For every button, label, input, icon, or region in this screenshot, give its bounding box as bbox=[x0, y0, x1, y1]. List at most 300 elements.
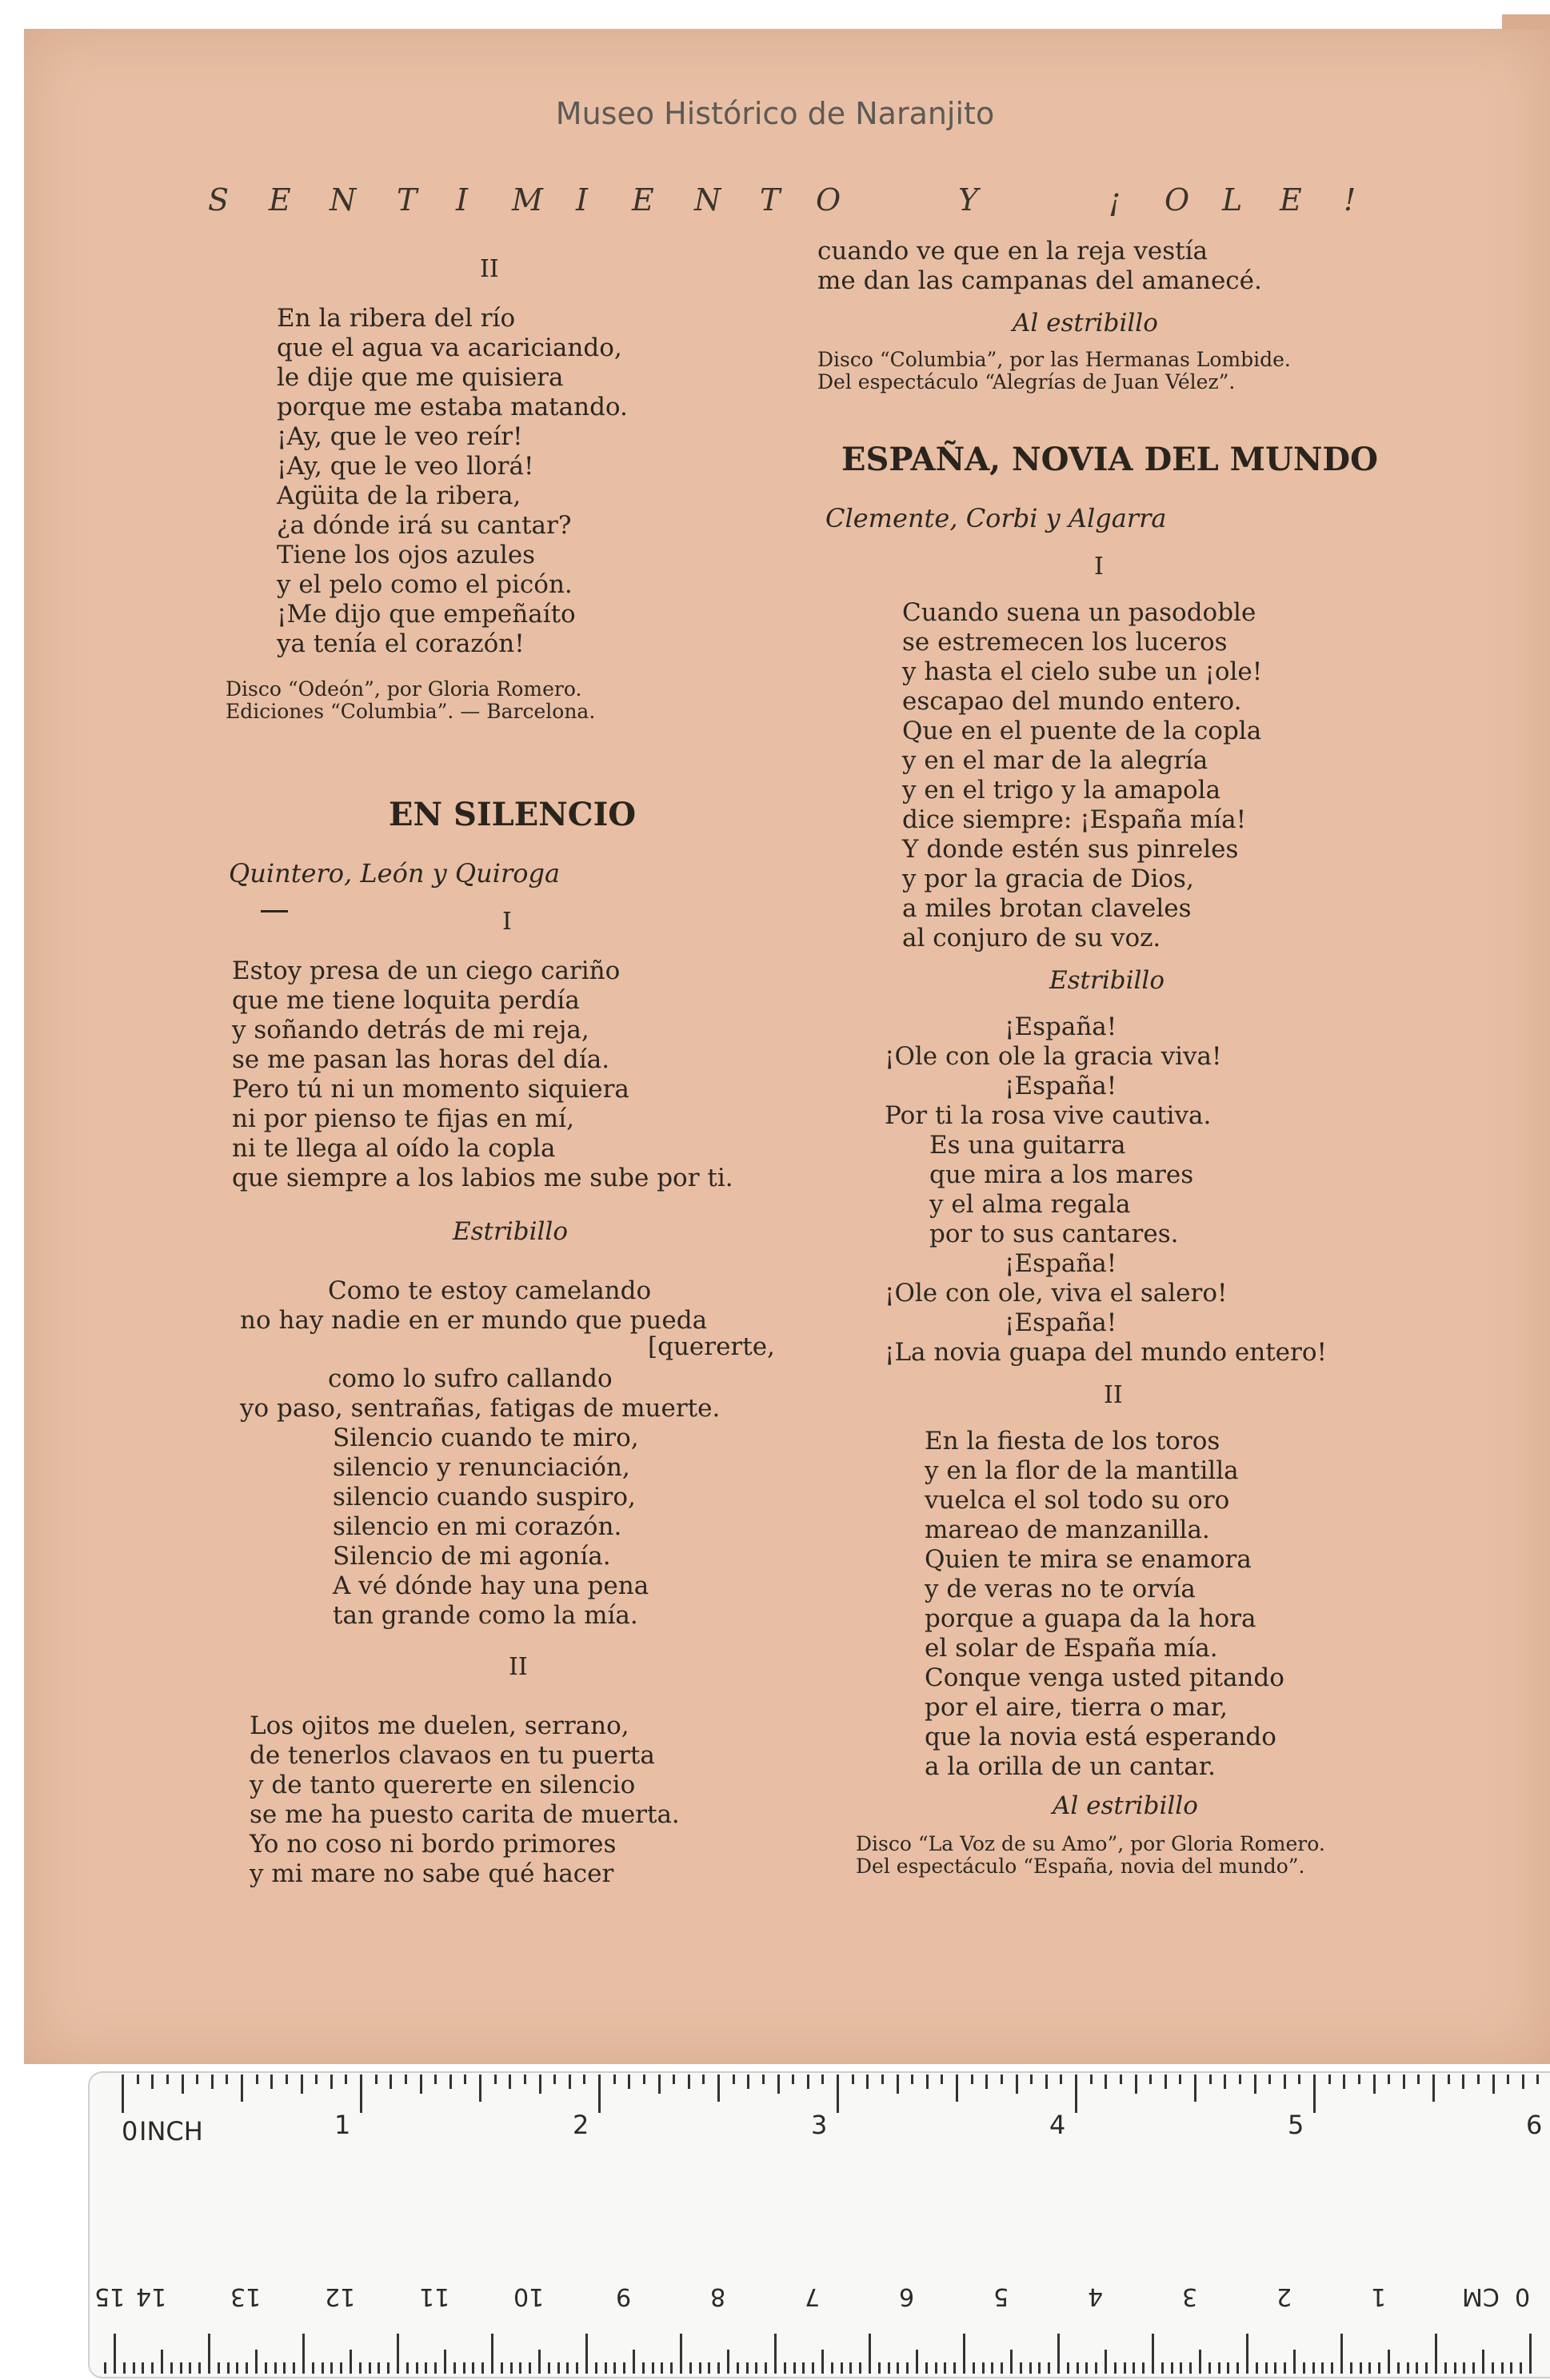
ruler-tick bbox=[1095, 2362, 1097, 2374]
ruler-tick bbox=[494, 2075, 497, 2084]
ruler-tick bbox=[642, 2362, 645, 2374]
ruler-tick bbox=[595, 2362, 597, 2374]
ruler-tick bbox=[925, 2362, 928, 2374]
ruler-tick bbox=[463, 2362, 465, 2374]
chorus-line: Silencio cuando te miro, bbox=[333, 1424, 639, 1452]
ruler-tick bbox=[1444, 2362, 1447, 2374]
ruler-tick bbox=[196, 2075, 198, 2084]
record-credit: Del espectáculo “Alegrías de Juan Vélez”. bbox=[817, 370, 1236, 393]
running-head-letter: S bbox=[208, 182, 230, 218]
ruler-tick bbox=[1001, 2362, 1003, 2374]
ruler-tick bbox=[1142, 2362, 1145, 2374]
verse-line: Que en el puente de la copla bbox=[902, 717, 1262, 745]
running-head-letter: I bbox=[456, 182, 469, 218]
ruler-tick bbox=[985, 2075, 988, 2089]
verse-line: y de veras no te orvía bbox=[925, 1575, 1196, 1603]
ruler-tick bbox=[1520, 2362, 1522, 2374]
ruler-tick bbox=[652, 2362, 654, 2374]
ruler-tick bbox=[122, 2075, 124, 2113]
ruler-tick bbox=[866, 2075, 869, 2089]
verse-line: ni te llega al oído la copla bbox=[232, 1134, 556, 1163]
stanza-numeral: II bbox=[480, 255, 499, 283]
chorus-line: tan grande como la mía. bbox=[333, 1601, 638, 1630]
ruler-tick bbox=[1373, 2075, 1376, 2094]
ruler-tick bbox=[613, 2362, 616, 2374]
ruler-tick bbox=[906, 2362, 909, 2374]
verse-line: Agüita de la ribera, bbox=[277, 481, 521, 510]
ruler-tick bbox=[481, 2362, 484, 2374]
ruler-cm-number: 11 bbox=[419, 2282, 450, 2310]
verse-line: y mi mare no sabe qué hacer bbox=[250, 1859, 614, 1888]
ruler-tick bbox=[1463, 2362, 1465, 2374]
ruler-tick bbox=[1029, 2362, 1032, 2374]
record-credit: Del espectáculo “España, novia del mundo”. bbox=[856, 1855, 1305, 1878]
ruler-tick bbox=[1435, 2334, 1437, 2374]
ruler-tick bbox=[1507, 2075, 1509, 2084]
ruler-tick bbox=[1284, 2362, 1286, 2374]
ruler-tick bbox=[170, 2362, 173, 2374]
ruler-tick bbox=[1179, 2075, 1181, 2084]
ruler-tick bbox=[218, 2362, 220, 2374]
ruler-tick bbox=[180, 2362, 182, 2374]
ruler-tick bbox=[330, 2362, 333, 2374]
verse-line: y soñando detrás de mi reja, bbox=[232, 1016, 589, 1044]
ruler-tick bbox=[784, 2362, 786, 2374]
ruler-tick bbox=[1077, 2362, 1079, 2374]
verse-line: se estremecen los luceros bbox=[902, 628, 1228, 657]
ruler-tick bbox=[1397, 2362, 1400, 2374]
verse-line: Y donde estén sus pinreles bbox=[902, 835, 1239, 864]
verse-line: de tenerlos clavaos en tu puerta bbox=[250, 1741, 655, 1770]
chorus-line: silencio y renunciación, bbox=[333, 1453, 630, 1482]
verse-line: ¡Me dijo que empeñaíto bbox=[277, 600, 576, 629]
verse-line: ¡Ay, que le veo reír! bbox=[277, 422, 523, 451]
song-title: ESPAÑA, NOVIA DEL MUNDO bbox=[841, 441, 1378, 478]
stanza-numeral: II bbox=[509, 1653, 528, 1681]
ruler-tick bbox=[301, 2075, 303, 2094]
ruler-tick bbox=[689, 2362, 692, 2374]
ruler-tick bbox=[1388, 2075, 1390, 2084]
ruler-tick bbox=[1010, 2350, 1013, 2374]
ruler-tick bbox=[416, 2362, 418, 2374]
ruler-tick bbox=[911, 2075, 913, 2084]
ruler-tick bbox=[1522, 2075, 1524, 2089]
chorus-line: ¡La novia guapa del mundo entero! bbox=[885, 1338, 1327, 1367]
verse-line: y en el trigo y la amapola bbox=[902, 776, 1221, 805]
ruler-tick bbox=[449, 2075, 452, 2089]
verse-line: ¿a dónde irá su cantar? bbox=[277, 511, 572, 540]
ruler-tick bbox=[897, 2362, 899, 2374]
ruler-tick bbox=[340, 2362, 342, 2374]
verse-line: Pero tú ni un momento siquiera bbox=[232, 1075, 629, 1104]
chorus-line: Es una guitarra bbox=[929, 1131, 1126, 1160]
ruler-tick bbox=[539, 2075, 541, 2094]
ruler-tick bbox=[1090, 2075, 1093, 2084]
stanza-numeral: I bbox=[502, 908, 512, 936]
verse-line: se me pasan las horas del día. bbox=[232, 1045, 610, 1074]
ruler-tick bbox=[956, 2075, 958, 2102]
ruler-tick bbox=[1492, 2362, 1494, 2374]
al-estribillo: Al estribillo bbox=[1053, 1791, 1198, 1820]
ruler-cm-number: 3 bbox=[1182, 2282, 1198, 2310]
ruler-tick bbox=[1171, 2362, 1173, 2374]
ruler-tick bbox=[1194, 2075, 1196, 2102]
ruler-tick bbox=[878, 2362, 881, 2374]
ruler-cm-number: 6 bbox=[899, 2282, 915, 2310]
running-head-letter: ¡ bbox=[1109, 182, 1121, 218]
ruler-tick bbox=[755, 2362, 757, 2374]
ruler-tick bbox=[1105, 2350, 1107, 2374]
running-head-letter: O bbox=[1164, 182, 1190, 218]
ruler-tick bbox=[509, 2075, 511, 2089]
ruler-tick bbox=[182, 2075, 184, 2094]
chorus-line: ¡Ole con ole la gracia viva! bbox=[885, 1042, 1222, 1071]
ruler-inch-unit: INCH bbox=[139, 2116, 203, 2146]
ruler-tick bbox=[849, 2362, 852, 2374]
ruler-tick bbox=[1020, 2362, 1022, 2374]
song-authors: Clemente, Corbi y Algarra bbox=[825, 503, 1167, 533]
ruler-tick bbox=[566, 2362, 569, 2374]
ruler-tick bbox=[1133, 2362, 1135, 2374]
verse-line: Los ojitos me duelen, serrano, bbox=[250, 1711, 629, 1740]
ruler-tick bbox=[762, 2075, 765, 2084]
ruler-tick bbox=[1298, 2075, 1300, 2084]
ruler-tick bbox=[1105, 2075, 1107, 2089]
verse-line: a miles brotan claveles bbox=[902, 894, 1192, 923]
ruler-tick bbox=[576, 2362, 578, 2374]
ruler-tick bbox=[680, 2334, 682, 2374]
ruler-tick bbox=[953, 2362, 956, 2374]
ruler-tick bbox=[330, 2075, 333, 2089]
ruler-inch-number: 2 bbox=[573, 2110, 589, 2140]
ruler-tick bbox=[708, 2362, 710, 2374]
ruler-tick bbox=[453, 2362, 456, 2374]
ruler-tick bbox=[1227, 2362, 1229, 2374]
ruler-tick bbox=[1075, 2075, 1077, 2113]
chorus-line: A vé dónde hay una pena bbox=[333, 1571, 649, 1600]
ruler-tick bbox=[777, 2075, 780, 2094]
verse-line: En la fiesta de los toros bbox=[925, 1427, 1220, 1456]
ruler-tick bbox=[1208, 2362, 1211, 2374]
separator-dash bbox=[261, 910, 288, 912]
ruler-tick bbox=[529, 2362, 531, 2374]
ruler-tick bbox=[971, 2075, 973, 2084]
ruler-tick bbox=[802, 2362, 805, 2374]
ruler-cm-number: 0 bbox=[1515, 2282, 1531, 2310]
ruler-tick bbox=[1067, 2362, 1069, 2374]
ruler-tick bbox=[151, 2075, 154, 2089]
ruler-cm-number: 13 bbox=[230, 2282, 262, 2310]
ruler-tick bbox=[256, 2075, 258, 2084]
ruler-tick bbox=[151, 2362, 154, 2374]
ruler-tick bbox=[812, 2362, 814, 2374]
ruler-tick bbox=[270, 2075, 273, 2089]
ruler-tick bbox=[747, 2075, 749, 2089]
ruler-tick bbox=[1124, 2362, 1126, 2374]
ruler-tick bbox=[1284, 2075, 1286, 2089]
al-estribillo: Al estribillo bbox=[1013, 309, 1158, 337]
ruler-cm-unit: CM bbox=[1462, 2282, 1500, 2310]
ruler-tick bbox=[926, 2075, 929, 2089]
ruler-tick bbox=[350, 2350, 352, 2374]
verse-line: dice siempre: ¡España mía! bbox=[902, 805, 1247, 834]
ruler-tick bbox=[1045, 2075, 1048, 2089]
ruler-tick bbox=[360, 2075, 362, 2113]
ruler-tick bbox=[991, 2362, 993, 2374]
ruler-tick bbox=[1293, 2350, 1296, 2374]
ruler-tick bbox=[283, 2362, 286, 2374]
ruler-cm-number: 15 bbox=[94, 2282, 126, 2310]
ruler-tick bbox=[312, 2362, 314, 2374]
ruler-tick bbox=[1477, 2075, 1480, 2084]
ruler-tick bbox=[623, 2362, 625, 2374]
running-head-letter: T bbox=[760, 182, 781, 218]
ruler-tick bbox=[1358, 2075, 1360, 2084]
verse-line: Quien te mira se enamora bbox=[925, 1545, 1252, 1574]
verse-line: y de tanto quererte en silencio bbox=[250, 1771, 636, 1799]
ruler-tick bbox=[322, 2362, 324, 2374]
ruler-tick bbox=[1135, 2075, 1137, 2094]
ruler-tick bbox=[1303, 2362, 1305, 2374]
record-credit: Ediciones “Columbia”. — Barcelona. bbox=[226, 700, 596, 723]
ruler-tick bbox=[236, 2362, 238, 2374]
verse-line: ¡Ay, que le veo llorá! bbox=[277, 452, 534, 481]
verse-line: y por la gracia de Dios, bbox=[902, 865, 1194, 893]
ruler-tick bbox=[133, 2362, 135, 2374]
ruler-tick bbox=[375, 2075, 378, 2084]
verse-line: y el pelo como el picón. bbox=[277, 570, 573, 599]
ruler-tick bbox=[737, 2362, 739, 2374]
ruler-tick bbox=[1425, 2362, 1428, 2374]
ruler-tick bbox=[1164, 2075, 1167, 2089]
ruler-tick bbox=[166, 2075, 169, 2084]
verse-line: porque a guapa da la hora bbox=[925, 1604, 1256, 1633]
record-credit: Disco “Odeón”, por Gloria Romero. bbox=[226, 677, 582, 701]
stanza-numeral: I bbox=[1094, 553, 1104, 581]
song-authors: Quintero, León y Quiroga bbox=[229, 858, 561, 889]
ruler-tick bbox=[727, 2350, 729, 2374]
ruler-tick bbox=[406, 2362, 409, 2374]
ruler-cm-number: 14 bbox=[136, 2282, 167, 2310]
chorus-line: silencio en mi corazón. bbox=[333, 1512, 622, 1541]
ruler-tick bbox=[1239, 2075, 1241, 2084]
ruler-tick bbox=[628, 2075, 630, 2089]
ruler-tick bbox=[226, 2075, 228, 2084]
ruler-tick bbox=[1199, 2350, 1201, 2374]
ruler-tick bbox=[792, 2075, 794, 2084]
ruler-tick bbox=[1454, 2362, 1456, 2374]
ruler-tick bbox=[1313, 2075, 1316, 2113]
verse-line: que me tiene loquita perdía bbox=[232, 986, 580, 1015]
ruler-tick bbox=[1510, 2362, 1512, 2374]
ruler-tick bbox=[1416, 2362, 1418, 2374]
running-head-letter: N bbox=[694, 182, 721, 218]
ruler-tick bbox=[315, 2075, 318, 2084]
ruler-tick bbox=[613, 2075, 616, 2084]
verse-line: a la orilla de un cantar. bbox=[925, 1752, 1216, 1781]
ruler-tick bbox=[1161, 2362, 1164, 2374]
ruler-tick bbox=[702, 2075, 705, 2084]
ruler-tick bbox=[1048, 2362, 1050, 2374]
running-head-letter: N bbox=[330, 182, 357, 218]
ruler-tick bbox=[1246, 2334, 1248, 2374]
ruler-tick bbox=[1403, 2075, 1405, 2089]
ruler-tick bbox=[821, 2350, 824, 2374]
ruler-tick bbox=[557, 2362, 560, 2374]
verse-line: que el agua va acariciando, bbox=[277, 333, 622, 362]
verse-line: ya tenía el corazón! bbox=[277, 629, 525, 658]
ruler-tick bbox=[869, 2334, 871, 2374]
ruler-tick bbox=[1180, 2362, 1182, 2374]
ruler-tick bbox=[765, 2362, 767, 2374]
verse-line: y en el mar de la alegría bbox=[902, 746, 1208, 775]
verse-line: al conjuro de su voz. bbox=[902, 924, 1161, 952]
verse-line: Tiene los ojos azules bbox=[277, 541, 536, 569]
ruler-tick bbox=[359, 2362, 362, 2374]
estribillo-heading: Estribillo bbox=[453, 1217, 568, 1246]
chorus-line: ¡España! bbox=[1005, 1308, 1117, 1337]
ruler-tick bbox=[841, 2362, 843, 2374]
ruler-tick bbox=[688, 2075, 690, 2089]
ruler-tick bbox=[633, 2350, 635, 2374]
running-head-letter: E bbox=[632, 182, 654, 218]
ruler-tick bbox=[1265, 2362, 1268, 2374]
ruler-tick bbox=[114, 2334, 116, 2374]
ruler-tick bbox=[389, 2075, 392, 2089]
ruler-tick bbox=[425, 2362, 427, 2374]
chorus-line: silencio cuando suspiro, bbox=[333, 1483, 636, 1511]
ruler-tick bbox=[227, 2362, 230, 2374]
chorus-line: ¡España! bbox=[1005, 1249, 1117, 1278]
ruler-tick bbox=[643, 2075, 645, 2084]
ruler-tick bbox=[1274, 2362, 1276, 2374]
ruler-tick bbox=[1407, 2362, 1409, 2374]
ruler-tick bbox=[852, 2075, 854, 2084]
verse-line: que la novia está esperando bbox=[925, 1723, 1276, 1751]
running-head-letter: Y bbox=[958, 182, 979, 218]
ruler-tick bbox=[378, 2362, 380, 2374]
verse-line: ni por pienso te fijas en mí, bbox=[232, 1104, 574, 1133]
ruler-tick bbox=[1378, 2362, 1380, 2374]
ruler-inch-number: 5 bbox=[1288, 2110, 1304, 2140]
ruler-cm-number: 2 bbox=[1276, 2282, 1292, 2310]
ruler-tick bbox=[1038, 2362, 1041, 2374]
ruler-tick bbox=[605, 2362, 607, 2374]
ruler-tick bbox=[807, 2075, 809, 2089]
ruler-tick bbox=[733, 2075, 735, 2084]
ruler-tick bbox=[941, 2075, 943, 2084]
ruler-tick bbox=[189, 2362, 191, 2374]
ruler-tick bbox=[821, 2075, 824, 2084]
running-head-letter: E bbox=[1280, 182, 1302, 218]
verse-line: y en la flor de la mantilla bbox=[925, 1456, 1239, 1485]
ruler-tick bbox=[1492, 2075, 1495, 2094]
ruler-tick bbox=[1001, 2075, 1003, 2084]
ruler-tick bbox=[241, 2075, 243, 2102]
ruler-inch-number: 4 bbox=[1049, 2110, 1066, 2140]
ruler-tick bbox=[837, 2075, 839, 2113]
ruler-tick bbox=[1254, 2075, 1256, 2094]
ruler-tick bbox=[345, 2075, 347, 2084]
ruler-tick bbox=[519, 2362, 521, 2374]
ruler-tick bbox=[1432, 2075, 1435, 2102]
ruler-tick bbox=[1085, 2362, 1088, 2374]
ruler-tick bbox=[944, 2362, 946, 2374]
running-head-letter: T bbox=[397, 182, 417, 218]
verse-line: En la ribera del río bbox=[277, 304, 516, 333]
verse-line: Cuando suena un pasodoble bbox=[902, 598, 1256, 627]
verse-line: vuelca el sol todo su oro bbox=[925, 1486, 1230, 1515]
ruler-tick bbox=[1268, 2075, 1271, 2084]
ruler-tick bbox=[746, 2362, 749, 2374]
ruler-tick bbox=[1209, 2075, 1212, 2084]
ruler-cm-number: 4 bbox=[1088, 2282, 1104, 2310]
ruler-tick bbox=[774, 2334, 777, 2374]
ruler-tick bbox=[1256, 2362, 1258, 2374]
ruler-tick bbox=[1236, 2362, 1239, 2374]
ruler-tick bbox=[538, 2350, 541, 2374]
ruler-tick bbox=[1482, 2350, 1484, 2374]
ruler-tick bbox=[1218, 2362, 1220, 2374]
ruler-tick bbox=[434, 2075, 437, 2084]
ruler-cm-number: 7 bbox=[805, 2282, 821, 2310]
chorus-line: que mira a los mares bbox=[929, 1160, 1194, 1189]
ruler-tick bbox=[208, 2334, 210, 2374]
chorus-line: [quererte, bbox=[648, 1332, 775, 1361]
chorus-line: y el alma regala bbox=[929, 1190, 1131, 1219]
ruler-cm-number: 12 bbox=[325, 2282, 356, 2310]
ruler-tick bbox=[1360, 2362, 1362, 2374]
ruler-tick bbox=[888, 2362, 890, 2374]
verse-line: se me ha puesto carita de muerta. bbox=[250, 1800, 680, 1829]
ruler-tick bbox=[859, 2362, 861, 2374]
ruler-tick bbox=[524, 2075, 526, 2084]
verse-line: y hasta el cielo sube un ¡ole! bbox=[902, 657, 1263, 686]
chorus-line: Silencio de mi agonía. bbox=[333, 1542, 611, 1571]
running-head-letter: E bbox=[269, 182, 291, 218]
ruler-tick bbox=[387, 2362, 389, 2374]
ruler-tick bbox=[1472, 2362, 1475, 2374]
ruler-tick bbox=[161, 2350, 163, 2374]
chorus-line: Por ti la rosa vive cautiva. bbox=[885, 1101, 1212, 1130]
ruler-tick bbox=[246, 2362, 248, 2374]
ruler-tick bbox=[1417, 2075, 1420, 2084]
verse-line: cuando ve que en la reja vestía bbox=[817, 237, 1208, 266]
ruler-tick bbox=[255, 2350, 258, 2374]
ruler-tick bbox=[472, 2362, 474, 2374]
ruler-tick bbox=[673, 2075, 675, 2084]
ruler-tick bbox=[699, 2362, 701, 2374]
ruler-tick bbox=[405, 2075, 407, 2084]
ruler-tick bbox=[1016, 2075, 1018, 2094]
ruler-tick bbox=[510, 2362, 513, 2374]
ruler-tick bbox=[1501, 2362, 1504, 2374]
ruler-tick bbox=[397, 2334, 399, 2374]
ruler-tick bbox=[1224, 2075, 1226, 2089]
chorus-line: ¡España! bbox=[1005, 1012, 1117, 1041]
ruler-tick bbox=[137, 2075, 139, 2084]
ruler-tick bbox=[211, 2075, 214, 2089]
ruler-tick bbox=[963, 2334, 965, 2374]
verse-line: Conque venga usted pitando bbox=[925, 1663, 1284, 1692]
ruler-tick bbox=[1388, 2350, 1390, 2374]
ruler-tick bbox=[1529, 2334, 1532, 2374]
ruler-tick bbox=[1120, 2075, 1122, 2084]
ruler-cm-number: 10 bbox=[513, 2282, 545, 2310]
ruler-cm-number: 8 bbox=[710, 2282, 726, 2310]
ruler-tick bbox=[286, 2075, 288, 2084]
watermark: Museo Histórico de Naranjito bbox=[555, 96, 995, 131]
